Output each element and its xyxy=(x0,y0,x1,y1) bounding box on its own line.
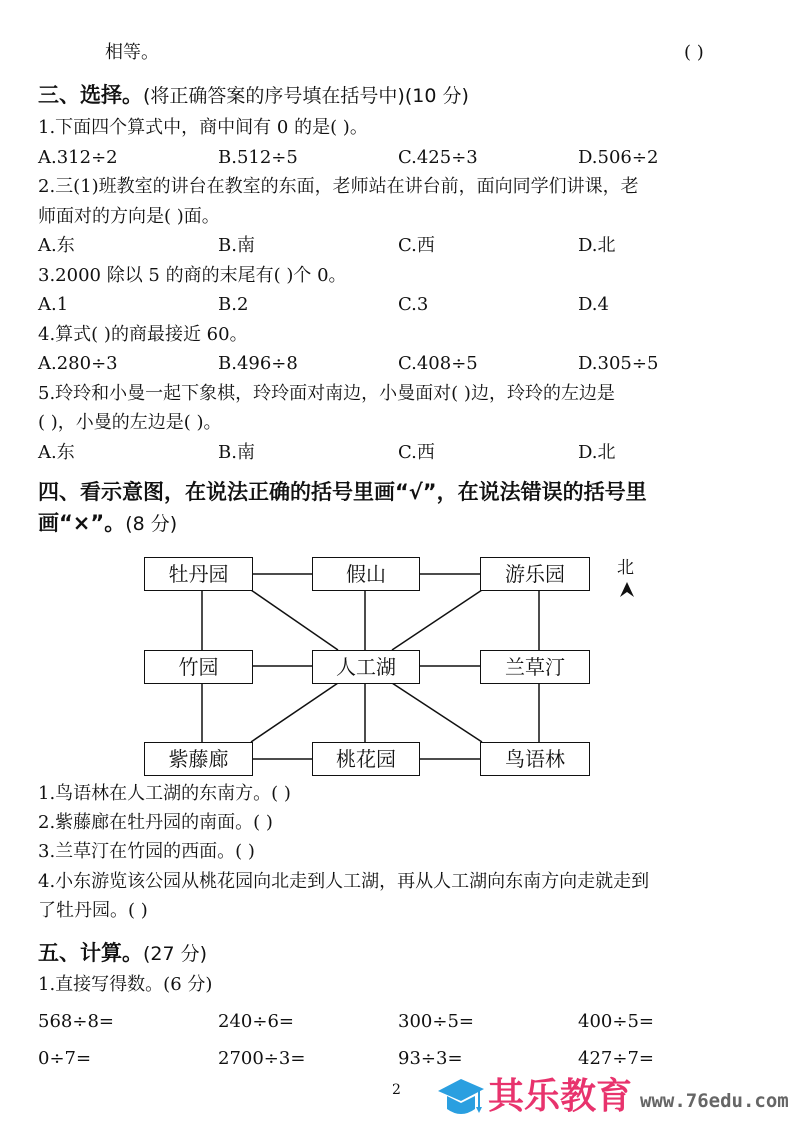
option: D.4 xyxy=(578,294,609,315)
calc-item: 300÷5= xyxy=(398,1011,474,1032)
option: A.280÷3 xyxy=(38,353,118,374)
section-note: (将正确答案的序号填在括号中)(10 分) xyxy=(143,85,469,107)
statement: 4.小东游览该公园从桃花园向北走到人工湖，再从人工湖向东南方向走就走到 xyxy=(38,870,650,892)
place-box: 桃花园 xyxy=(312,742,420,776)
section-title: 三、选择。 xyxy=(38,83,143,107)
option: C.408÷5 xyxy=(398,353,478,374)
option: C.西 xyxy=(398,235,435,256)
section-title: 画“×”。 xyxy=(38,511,126,535)
option: A.1 xyxy=(38,294,69,315)
place-box: 游乐园 xyxy=(480,557,590,591)
option: B.496÷8 xyxy=(218,353,298,374)
section4-heading-line1: 四、看示意图，在说法正确的括号里画“√”，在说法错误的括号里 xyxy=(38,480,647,504)
option: B.2 xyxy=(218,294,249,315)
question-text: 4.算式( )的商最接近 60。 xyxy=(38,323,248,345)
question-text: 师面对的方向是( )面。 xyxy=(38,205,220,227)
north-arrow-icon xyxy=(620,582,634,597)
option: A.东 xyxy=(38,235,75,256)
calc-item: 400÷5= xyxy=(578,1011,654,1032)
watermark-logo xyxy=(436,1075,793,1121)
question-text: 1.下面四个算式中，商中间有 0 的是( )。 xyxy=(38,117,368,138)
question-text: 3.2000 除以 5 的商的末尾有( )个 0。 xyxy=(38,264,347,286)
calc-item: 240÷6= xyxy=(218,1011,294,1032)
place-box: 竹园 xyxy=(144,650,253,684)
option: C.425÷3 xyxy=(398,146,478,168)
section-note: (8 分) xyxy=(125,513,178,535)
calc-item: 0÷7= xyxy=(38,1048,92,1069)
calc-item: 2700÷3= xyxy=(218,1048,306,1069)
section5-heading xyxy=(38,941,207,966)
place-box: 紫藤廊 xyxy=(144,742,253,776)
graduation-cap-icon xyxy=(436,1075,486,1121)
north-label: 北 xyxy=(617,558,634,578)
subquestion-title: 1.直接写得数。(6 分) xyxy=(38,974,213,995)
section-note: (27 分) xyxy=(143,943,208,965)
place-box: 人工湖 xyxy=(312,650,420,684)
statement: 了牡丹园。( ) xyxy=(38,899,148,921)
statement: 3.兰草汀在竹园的西面。( ) xyxy=(38,841,255,863)
option: D.北 xyxy=(578,441,616,463)
page-number: 2 xyxy=(392,1082,401,1098)
option: C.3 xyxy=(398,294,429,315)
place-box: 鸟语林 xyxy=(480,742,590,776)
statement: 1.鸟语林在人工湖的东南方。( ) xyxy=(38,783,291,804)
option: B.南 xyxy=(218,441,255,463)
previous-item-tail: 相等。 xyxy=(105,42,159,63)
option: B.512÷5 xyxy=(218,146,298,168)
option: D.北 xyxy=(578,235,616,256)
option: D.305÷5 xyxy=(578,353,659,374)
option: B.南 xyxy=(218,235,255,256)
calc-item: 568÷8= xyxy=(38,1011,114,1032)
watermark-name: 其乐教育 xyxy=(488,1076,633,1117)
watermark-url: www.76edu.com xyxy=(640,1090,789,1112)
section-title: 五、计算。 xyxy=(38,941,143,965)
option: C.西 xyxy=(398,441,435,463)
calc-item: 93÷3= xyxy=(398,1048,463,1069)
calc-item: 427÷7= xyxy=(578,1048,654,1069)
question-text: ( )，小曼的左边是( )。 xyxy=(38,412,222,433)
statement: 2.紫藤廊在牡丹园的南面。( ) xyxy=(38,812,273,834)
answer-bracket: ( ) xyxy=(684,42,704,63)
place-box: 牡丹园 xyxy=(144,557,253,591)
place-box: 兰草汀 xyxy=(480,650,590,684)
option: D.506÷2 xyxy=(578,146,659,168)
option: A.312÷2 xyxy=(38,146,118,168)
option: A.东 xyxy=(38,441,75,463)
question-text: 5.玲玲和小曼一起下象棋，玲玲面对南边，小曼面对( )边，玲玲的左边是 xyxy=(38,382,615,404)
place-box: 假山 xyxy=(312,557,420,591)
question-text: 2.三(1)班教室的讲台在教室的东面，老师站在讲台前，面向同学们讲课，老 xyxy=(38,176,639,197)
